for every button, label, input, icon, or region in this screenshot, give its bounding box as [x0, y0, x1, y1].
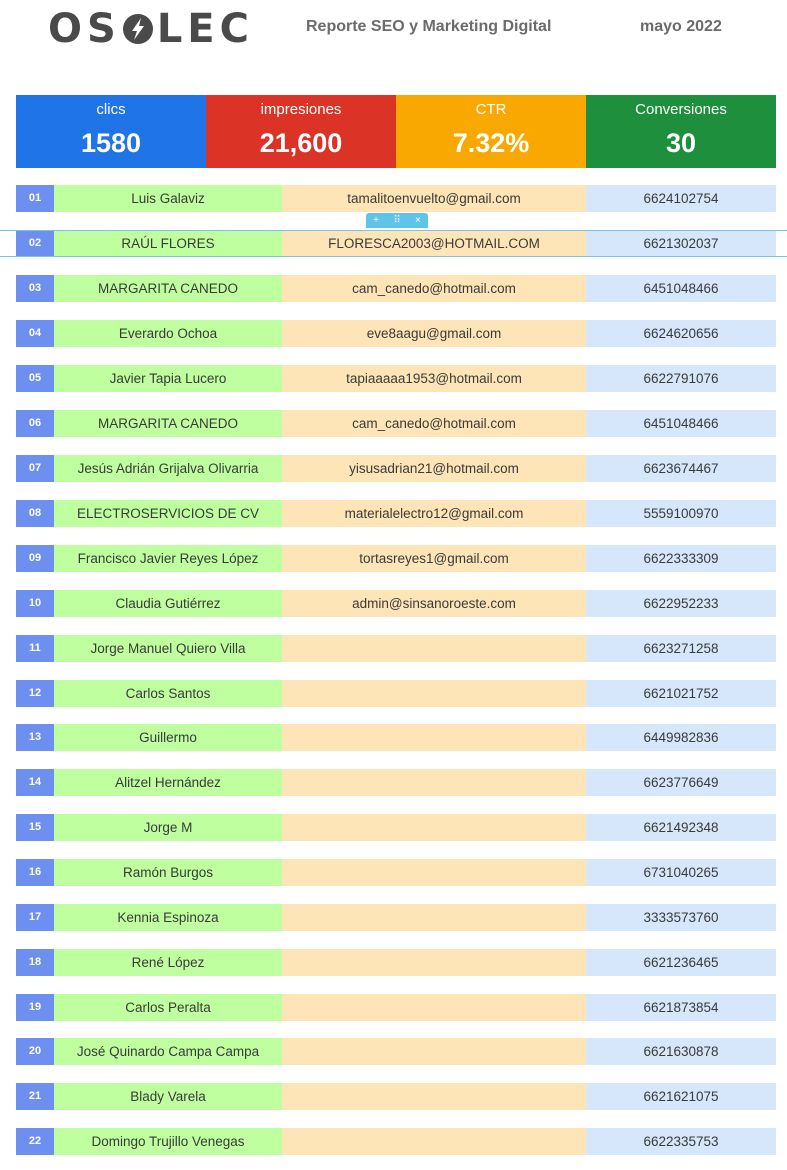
contact-name: MARGARITA CANEDO	[54, 410, 282, 437]
row-number: 13	[16, 724, 54, 751]
kpi-value: 30	[665, 128, 697, 158]
table-row[interactable]	[16, 680, 776, 707]
contact-name: Alitzel Hernández	[54, 769, 282, 796]
contact-name: Kennia Espinoza	[54, 904, 282, 931]
contact-email	[282, 1128, 586, 1155]
contact-name: Jorge Manuel Quiero Villa	[54, 635, 282, 662]
table-row[interactable]	[16, 185, 776, 212]
contact-name: Javier Tapia Lucero	[54, 365, 282, 392]
contact-email: FLORESCA2003@HOTMAIL.COM	[282, 230, 586, 257]
contact-phone: 6623776649	[586, 769, 776, 796]
report-title: Reporte SEO y Marketing Digital	[306, 18, 552, 35]
kpi-clics	[16, 95, 206, 168]
row-number: 10	[16, 590, 54, 617]
report-header	[0, 0, 787, 60]
kpi-value: 7.32%	[452, 128, 530, 158]
table-row[interactable]	[16, 590, 776, 617]
row-number: 16	[16, 859, 54, 886]
selection-guide-bottom	[0, 256, 787, 257]
contact-email	[282, 635, 586, 662]
contact-phone: 6451048466	[586, 410, 776, 437]
contact-email	[282, 859, 586, 886]
logo-text-left: OS	[48, 6, 121, 52]
table-row[interactable]	[16, 410, 776, 437]
row-number: 17	[16, 904, 54, 931]
row-number: 14	[16, 769, 54, 796]
kpi-label: impresiones	[260, 101, 342, 118]
contact-phone: 6622335753	[586, 1128, 776, 1155]
table-row[interactable]	[16, 320, 776, 347]
row-number: 21	[16, 1083, 54, 1110]
contact-name: Carlos Peralta	[54, 994, 282, 1021]
contact-email	[282, 724, 586, 751]
table-row[interactable]	[16, 949, 776, 976]
contact-phone: 6622333309	[586, 545, 776, 572]
contact-name: Blady Varela	[54, 1083, 282, 1110]
contact-name: Francisco Javier Reyes López	[54, 545, 282, 572]
row-number: 19	[16, 994, 54, 1021]
row-edit-toolbar	[366, 213, 428, 228]
contact-email	[282, 769, 586, 796]
logo-bolt-icon	[123, 14, 153, 44]
kpi-ctr	[396, 95, 586, 168]
drag-handle-icon[interactable]: ⠿	[393, 215, 401, 226]
table-row[interactable]	[16, 1128, 776, 1155]
row-number: 04	[16, 320, 54, 347]
table-row[interactable]	[16, 769, 776, 796]
contact-phone: 6624102754	[586, 185, 776, 212]
row-number: 02	[16, 230, 54, 257]
row-number: 22	[16, 1128, 54, 1155]
contact-email: tortasreyes1@gmail.com	[282, 545, 586, 572]
contact-phone: 3333573760	[586, 904, 776, 931]
contact-phone: 6621873854	[586, 994, 776, 1021]
kpi-label: CTR	[475, 101, 507, 118]
table-row[interactable]	[16, 859, 776, 886]
contact-email	[282, 949, 586, 976]
kpi-label: clics	[96, 101, 126, 118]
contact-email	[282, 1083, 586, 1110]
contact-phone: 6621021752	[586, 680, 776, 707]
contact-email	[282, 814, 586, 841]
logo-text-right: LEC	[156, 6, 254, 52]
contact-name: Everardo Ochoa	[54, 320, 282, 347]
table-row[interactable]	[16, 230, 776, 257]
table-row[interactable]	[16, 1083, 776, 1110]
row-number: 03	[16, 275, 54, 302]
contact-name: Ramón Burgos	[54, 859, 282, 886]
contact-phone: 6621302037	[586, 230, 776, 257]
contact-phone: 6622952233	[586, 590, 776, 617]
contact-name: Jesús Adrián Grijalva Olivarria	[54, 455, 282, 482]
contact-name: Claudia Gutiérrez	[54, 590, 282, 617]
contact-email: materialelectro12@gmail.com	[282, 500, 586, 527]
row-number: 15	[16, 814, 54, 841]
table-row[interactable]	[16, 994, 776, 1021]
close-icon[interactable]: ×	[414, 215, 421, 226]
row-number: 07	[16, 455, 54, 482]
selection-guide-top	[0, 230, 787, 231]
kpi-bar	[16, 95, 776, 168]
contact-phone: 6621630878	[586, 1038, 776, 1065]
row-number: 06	[16, 410, 54, 437]
contact-phone: 6621492348	[586, 814, 776, 841]
kpi-label: Conversiones	[635, 101, 727, 118]
contact-phone: 6623674467	[586, 455, 776, 482]
oslec-logo	[48, 6, 254, 54]
table-row[interactable]	[16, 545, 776, 572]
contact-phone: 6623271258	[586, 635, 776, 662]
row-number: 09	[16, 545, 54, 572]
contact-email: yisusadrian21@hotmail.com	[282, 455, 586, 482]
kpi-conversiones	[586, 95, 776, 168]
contact-phone: 5559100970	[586, 500, 776, 527]
contact-name: Luis Galaviz	[54, 185, 282, 212]
contact-name: Carlos Santos	[54, 680, 282, 707]
contact-email	[282, 994, 586, 1021]
row-number: 11	[16, 635, 54, 662]
contact-phone: 6451048466	[586, 275, 776, 302]
contact-email: cam_canedo@hotmail.com	[282, 275, 586, 302]
contact-phone: 6621621075	[586, 1083, 776, 1110]
contact-email	[282, 1038, 586, 1065]
row-number: 12	[16, 680, 54, 707]
contact-name: Guillermo	[54, 724, 282, 751]
table-row[interactable]	[16, 814, 776, 841]
contact-email: admin@sinsanoroeste.com	[282, 590, 586, 617]
contact-name: Jorge M	[54, 814, 282, 841]
kpi-value: 21,600	[259, 128, 343, 158]
contact-phone: 6622791076	[586, 365, 776, 392]
contact-phone: 6624620656	[586, 320, 776, 347]
contact-name: MARGARITA CANEDO	[54, 275, 282, 302]
contact-email: cam_canedo@hotmail.com	[282, 410, 586, 437]
contact-name: RAÚL FLORES	[54, 230, 282, 257]
contact-phone: 6621236465	[586, 949, 776, 976]
table-row[interactable]	[16, 635, 776, 662]
table-row[interactable]	[16, 365, 776, 392]
contact-phone: 6731040265	[586, 859, 776, 886]
contact-phone: 6449982836	[586, 724, 776, 751]
row-number: 08	[16, 500, 54, 527]
contact-email: eve8aagu@gmail.com	[282, 320, 586, 347]
table-row[interactable]	[16, 724, 776, 751]
row-number: 20	[16, 1038, 54, 1065]
table-row[interactable]	[16, 904, 776, 931]
row-number: 01	[16, 185, 54, 212]
kpi-impresiones	[206, 95, 396, 168]
contact-name: Domingo Trujillo Venegas	[54, 1128, 282, 1155]
contact-name: René López	[54, 949, 282, 976]
table-row[interactable]	[16, 455, 776, 482]
contact-name: José Quinardo Campa Campa	[54, 1038, 282, 1065]
row-number: 18	[16, 949, 54, 976]
contact-email: tapiaaaaa1953@hotmail.com	[282, 365, 586, 392]
contact-email	[282, 904, 586, 931]
table-row[interactable]	[16, 275, 776, 302]
kpi-value: 1580	[80, 128, 142, 158]
add-icon[interactable]: +	[373, 215, 379, 226]
report-date: mayo 2022	[640, 18, 722, 35]
table-row[interactable]	[16, 1038, 776, 1065]
contact-email: tamalitoenvuelto@gmail.com	[282, 185, 586, 212]
contact-name: ELECTROSERVICIOS DE CV	[54, 500, 282, 527]
contact-email	[282, 680, 586, 707]
table-row[interactable]	[16, 500, 776, 527]
row-number: 05	[16, 365, 54, 392]
